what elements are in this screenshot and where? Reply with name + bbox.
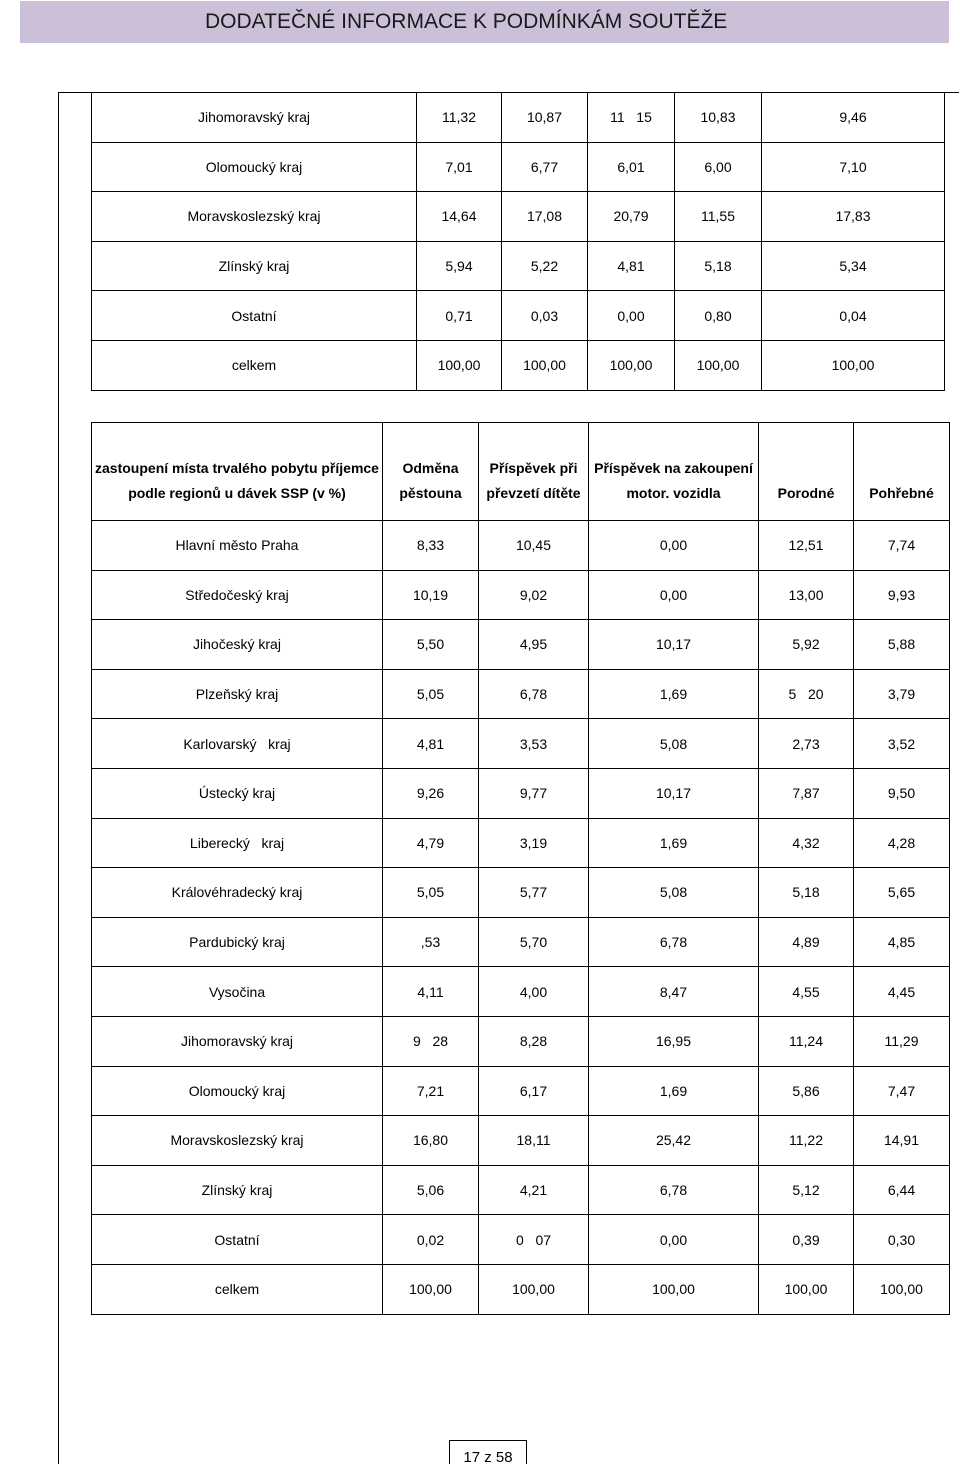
value-cell: 5,18	[675, 241, 762, 291]
region-cell: Ostatní	[92, 1215, 383, 1265]
table-row	[92, 570, 950, 620]
value-cell: ,53	[383, 917, 479, 967]
value-cell: 18,11	[479, 1116, 589, 1166]
header-region: zastoupení místa trvalého pobytu příjemce podle regionů u dávek SSP (v %)	[92, 423, 383, 521]
value-cell: 4,21	[479, 1165, 589, 1215]
value-cell: 5,08	[589, 868, 759, 918]
value-cell: 0,00	[589, 1215, 759, 1265]
header-maternity-grant: Porodné	[759, 423, 854, 521]
value-cell: 12,51	[759, 521, 854, 571]
value-cell: 9,50	[854, 768, 950, 818]
value-cell: 1,69	[589, 669, 759, 719]
table-row	[92, 241, 945, 291]
regional-share-table-continued	[91, 92, 945, 391]
region-cell: celkem	[92, 340, 417, 390]
region-cell: Moravskoslezský kraj	[92, 192, 417, 242]
value-cell: 4,85	[854, 917, 950, 967]
value-cell: 5,05	[383, 669, 479, 719]
value-cell: 0,03	[502, 291, 588, 341]
value-cell: 5,92	[759, 620, 854, 670]
value-cell: 17,83	[762, 192, 945, 242]
value-cell: 0,80	[675, 291, 762, 341]
region-cell: Ostatní	[92, 291, 417, 341]
value-cell: 9,26	[383, 768, 479, 818]
table-row	[92, 1165, 950, 1215]
value-cell: 0,00	[589, 521, 759, 571]
value-cell: 4,00	[479, 967, 589, 1017]
value-cell: 6,78	[479, 669, 589, 719]
region-cell: Jihočeský kraj	[92, 620, 383, 670]
value-cell: 4,79	[383, 818, 479, 868]
value-cell: 0,04	[762, 291, 945, 341]
value-cell: 7,01	[417, 142, 502, 192]
value-cell: 20,79	[588, 192, 675, 242]
region-cell: Olomoucký kraj	[92, 1066, 383, 1116]
value-cell: 4,81	[383, 719, 479, 769]
region-cell: Liberecký kraj	[92, 818, 383, 868]
value-cell: 3,53	[479, 719, 589, 769]
value-cell: 1,69	[589, 818, 759, 868]
value-cell: 10,17	[589, 620, 759, 670]
value-cell: 5,70	[479, 917, 589, 967]
value-cell: 11,29	[854, 1016, 950, 1066]
value-cell: 4,11	[383, 967, 479, 1017]
value-cell: 6,00	[675, 142, 762, 192]
header-foster-reward: Odměna pěstouna	[383, 423, 479, 521]
value-cell: 0,00	[588, 291, 675, 341]
region-cell: Vysočina	[92, 967, 383, 1017]
value-cell: 0,30	[854, 1215, 950, 1265]
region-cell: Středočeský kraj	[92, 570, 383, 620]
value-cell: 0,39	[759, 1215, 854, 1265]
value-cell: 5,86	[759, 1066, 854, 1116]
value-cell: 100,00	[675, 340, 762, 390]
value-cell: 14,64	[417, 192, 502, 242]
table-row	[92, 768, 950, 818]
value-cell: 0 07	[479, 1215, 589, 1265]
value-cell: 11,24	[759, 1016, 854, 1066]
value-cell: 100,00	[417, 340, 502, 390]
value-cell: 0,00	[589, 570, 759, 620]
header-title: DODATEČNÉ INFORMACE K PODMÍNKÁM SOUTĚŽE	[205, 10, 728, 33]
value-cell: 7,87	[759, 768, 854, 818]
value-cell: 2,73	[759, 719, 854, 769]
value-cell: 6,01	[588, 142, 675, 192]
value-cell: 5,08	[589, 719, 759, 769]
table-row	[92, 669, 950, 719]
value-cell: 100,00	[588, 340, 675, 390]
table-row	[92, 967, 950, 1017]
table-row	[92, 719, 950, 769]
value-cell: 4,55	[759, 967, 854, 1017]
value-cell: 11,22	[759, 1116, 854, 1166]
value-cell: 5 20	[759, 669, 854, 719]
header-vehicle-purchase-allowance: Příspěvek na zakoupení motor. vozidla	[589, 423, 759, 521]
value-cell: 3,19	[479, 818, 589, 868]
table-row	[92, 340, 945, 390]
value-cell: 5,94	[417, 241, 502, 291]
value-cell: 6,44	[854, 1165, 950, 1215]
value-cell: 100,00	[589, 1264, 759, 1314]
region-cell: Zlínský kraj	[92, 1165, 383, 1215]
region-cell: Jihomoravský kraj	[92, 1016, 383, 1066]
value-cell: 0,02	[383, 1215, 479, 1265]
value-cell: 8,28	[479, 1016, 589, 1066]
value-cell: 5,06	[383, 1165, 479, 1215]
value-cell: 100,00	[479, 1264, 589, 1314]
table-row	[92, 1215, 950, 1265]
region-cell: Pardubický kraj	[92, 917, 383, 967]
header-child-takeover-allowance: Příspěvek při převzetí dítěte	[479, 423, 589, 521]
value-cell: 3,79	[854, 669, 950, 719]
value-cell: 7,47	[854, 1066, 950, 1116]
value-cell: 100,00	[383, 1264, 479, 1314]
value-cell: 4,45	[854, 967, 950, 1017]
table-row	[92, 620, 950, 670]
value-cell: 0,71	[417, 291, 502, 341]
value-cell: 7,74	[854, 521, 950, 571]
table-row	[92, 1066, 950, 1116]
value-cell: 100,00	[854, 1264, 950, 1314]
table-row	[92, 917, 950, 967]
value-cell: 11,55	[675, 192, 762, 242]
value-cell: 10,17	[589, 768, 759, 818]
page-number-text: 17 z 58	[463, 1449, 513, 1466]
table-row	[92, 521, 950, 571]
table-header-row	[92, 423, 950, 521]
value-cell: 9,77	[479, 768, 589, 818]
value-cell: 10,45	[479, 521, 589, 571]
value-cell: 8,47	[589, 967, 759, 1017]
value-cell: 5,77	[479, 868, 589, 918]
table-row	[92, 1264, 950, 1314]
value-cell: 14,91	[854, 1116, 950, 1166]
region-cell: Moravskoslezský kraj	[92, 1116, 383, 1166]
value-cell: 4,28	[854, 818, 950, 868]
value-cell: 17,08	[502, 192, 588, 242]
value-cell: 5,88	[854, 620, 950, 670]
value-cell: 9 28	[383, 1016, 479, 1066]
table-row	[92, 142, 945, 192]
value-cell: 100,00	[759, 1264, 854, 1314]
region-cell: Ústecký kraj	[92, 768, 383, 818]
value-cell: 16,95	[589, 1016, 759, 1066]
value-cell: 10,19	[383, 570, 479, 620]
value-cell: 5,18	[759, 868, 854, 918]
value-cell: 6,77	[502, 142, 588, 192]
region-cell: Karlovarský kraj	[92, 719, 383, 769]
value-cell: 5,65	[854, 868, 950, 918]
table-row	[92, 291, 945, 341]
value-cell: 8,33	[383, 521, 479, 571]
value-cell: 13,00	[759, 570, 854, 620]
value-cell: 16,80	[383, 1116, 479, 1166]
value-cell: 6,78	[589, 1165, 759, 1215]
value-cell: 9,02	[479, 570, 589, 620]
header-funeral-grant: Pohřebné	[854, 423, 950, 521]
value-cell: 100,00	[762, 340, 945, 390]
regional-share-benefits-table	[91, 422, 950, 1315]
value-cell: 25,42	[589, 1116, 759, 1166]
table-row	[92, 868, 950, 918]
value-cell: 1,69	[589, 1066, 759, 1116]
value-cell: 5,05	[383, 868, 479, 918]
value-cell: 3,52	[854, 719, 950, 769]
value-cell: 100,00	[502, 340, 588, 390]
value-cell: 6,17	[479, 1066, 589, 1116]
region-cell: Zlínský kraj	[92, 241, 417, 291]
region-cell: Plzeňský kraj	[92, 669, 383, 719]
value-cell: 7,10	[762, 142, 945, 192]
table-row	[92, 93, 945, 143]
value-cell: 7,21	[383, 1066, 479, 1116]
value-cell: 10,87	[502, 93, 588, 143]
page-number	[449, 1440, 527, 1464]
value-cell: 5,12	[759, 1165, 854, 1215]
value-cell: 9,93	[854, 570, 950, 620]
value-cell: 4,89	[759, 917, 854, 967]
value-cell: 5,50	[383, 620, 479, 670]
region-cell: Olomoucký kraj	[92, 142, 417, 192]
table-row	[92, 1116, 950, 1166]
value-cell: 6,78	[589, 917, 759, 967]
table-row	[92, 818, 950, 868]
value-cell: 4,95	[479, 620, 589, 670]
value-cell: 10,83	[675, 93, 762, 143]
table-row	[92, 1016, 950, 1066]
value-cell: 5,34	[762, 241, 945, 291]
region-cell: Královéhradecký kraj	[92, 868, 383, 918]
page-header-banner	[20, 1, 949, 43]
value-cell: 4,32	[759, 818, 854, 868]
table-row	[92, 192, 945, 242]
region-cell: Jihomoravský kraj	[92, 93, 417, 143]
region-cell: celkem	[92, 1264, 383, 1314]
value-cell: 9,46	[762, 93, 945, 143]
value-cell: 4,81	[588, 241, 675, 291]
value-cell: 11,32	[417, 93, 502, 143]
value-cell: 5,22	[502, 241, 588, 291]
value-cell: 11 15	[588, 93, 675, 143]
region-cell: Hlavní město Praha	[92, 521, 383, 571]
